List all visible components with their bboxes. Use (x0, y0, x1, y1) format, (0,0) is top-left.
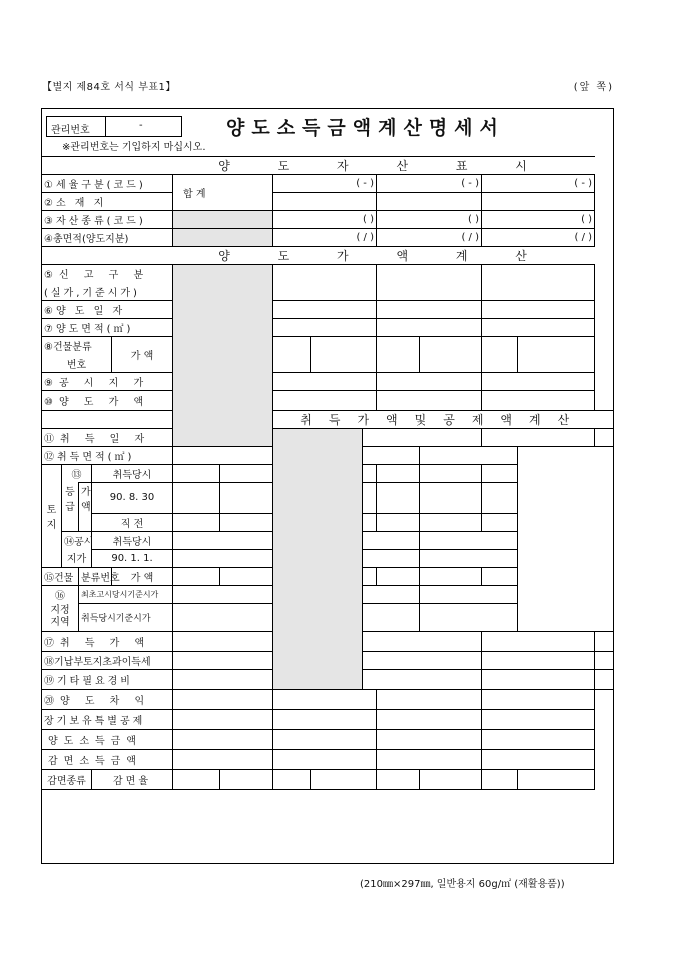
row-label-transfer-gain: ⑳양 도 차 익 (42, 689, 173, 709)
row-label-building-number: 번호 (42, 355, 112, 373)
input-cell[interactable] (377, 301, 482, 319)
code-cell[interactable]: ( - ) (377, 175, 482, 193)
table-row (42, 265, 614, 283)
input-cell[interactable] (311, 337, 377, 373)
input-cell[interactable] (273, 373, 377, 391)
row-label-asset-type: ③자산종류(코드) (42, 211, 173, 229)
input-cell[interactable] (482, 631, 595, 651)
shaded-cell (173, 229, 273, 247)
row-label-reduced-income: 감면소득금액 (42, 749, 173, 769)
management-number-divider (105, 117, 106, 136)
input-cell[interactable] (595, 631, 614, 651)
row-label-acquire-area: ⑫취득면적(㎡) (42, 447, 173, 465)
input-cell[interactable] (173, 651, 273, 669)
input-cell[interactable] (273, 729, 377, 749)
row-label-acquire-date: ⑪취 득 일 자 (42, 429, 173, 447)
row-label-acq-base-price: 취득당시기준시가 (79, 603, 173, 631)
shaded-cell (173, 265, 273, 447)
section-title-asset: 양 도 자 산 표 시 (173, 157, 595, 175)
input-cell[interactable] (173, 669, 273, 689)
input-cell[interactable] (377, 567, 420, 585)
paren-cell[interactable]: ( ) (482, 211, 595, 229)
input-cell[interactable] (420, 603, 518, 631)
input-cell[interactable] (220, 513, 311, 531)
input-cell[interactable] (377, 749, 482, 769)
row-label-transfer-date: ⑥양 도 일 자 (42, 301, 173, 319)
table-row (42, 769, 614, 789)
form-number-label: 【별지 제84호 서식 부표1】 (42, 82, 176, 93)
row-label-reduction-type: 감면종류 (42, 769, 92, 789)
input-cell[interactable] (377, 729, 482, 749)
row-label-date-90-1-1: 90. 1. 1. (92, 549, 173, 567)
share-cell[interactable]: ( / ) (273, 229, 377, 247)
paper-spec-footer: (210㎜×297㎜, 일반용지 60g/㎡ (재활용품)) (360, 879, 565, 890)
input-cell[interactable] (363, 567, 377, 585)
table-row (42, 175, 614, 193)
input-cell[interactable] (420, 483, 482, 514)
input-cell[interactable] (377, 373, 482, 391)
row-label-building-class-no: 분류번호 (79, 567, 112, 585)
input-cell[interactable] (273, 337, 311, 373)
row-label-transfer-area: ⑦양도면적(㎡) (42, 319, 173, 337)
input-cell[interactable] (377, 513, 420, 531)
row-label-price: 가액 (79, 483, 92, 514)
input-cell[interactable] (273, 391, 377, 411)
row-label-other-expenses: ⑲기타필요경비 (42, 669, 173, 689)
table-row (42, 229, 614, 247)
input-cell[interactable] (377, 265, 482, 301)
input-cell[interactable] (420, 549, 518, 567)
input-cell[interactable] (173, 769, 220, 789)
row-label-designated-area (42, 603, 79, 631)
input-cell[interactable] (173, 729, 273, 749)
input-cell[interactable] (173, 567, 220, 585)
input-cell[interactable] (311, 769, 377, 789)
table-row (42, 301, 614, 319)
table-row (42, 729, 614, 749)
row-label-date-90-8-30: 90. 8. 30 (92, 483, 173, 514)
input-cell[interactable] (420, 447, 518, 465)
input-cell[interactable] (482, 729, 595, 749)
management-number-label: 관리번호 (51, 125, 90, 136)
designated-label-1: 지정 (50, 604, 70, 616)
input-cell[interactable] (173, 531, 311, 549)
input-cell[interactable] (363, 603, 420, 631)
input-cell[interactable] (363, 447, 420, 465)
input-cell[interactable] (377, 709, 482, 729)
input-cell[interactable] (482, 193, 595, 211)
input-cell[interactable] (273, 319, 377, 337)
table-row (42, 337, 614, 355)
input-cell[interactable] (482, 373, 595, 391)
table-row (42, 429, 614, 447)
row-label-report-type: ⑤신 고 구 분 (42, 265, 173, 283)
row-label-acquire-price: ⑰취 득 가 액 (42, 631, 173, 651)
input-cell[interactable] (220, 567, 311, 585)
row-label-acq-time-2: 취득당시 (92, 531, 173, 549)
input-cell[interactable] (482, 709, 595, 729)
row-label-transfer-price: ⑩양 도 가 액 (42, 391, 173, 411)
section-title-transfer: 양 도 가 액 계 산 (173, 247, 595, 265)
input-cell[interactable] (273, 769, 311, 789)
input-cell[interactable] (482, 769, 518, 789)
row-label-initial-notice-price: 최초고시당시기준시가 (79, 585, 173, 603)
input-cell[interactable] (595, 429, 614, 447)
input-cell[interactable] (482, 749, 595, 769)
row-label-land-price: 지가 (62, 549, 92, 567)
row-label-land: 토지 (42, 465, 62, 568)
input-cell[interactable] (420, 465, 482, 483)
section-header-acquire (42, 411, 614, 429)
shaded-cell (173, 211, 273, 229)
management-number-value[interactable]: - (139, 120, 143, 131)
input-cell[interactable] (482, 265, 595, 301)
row-label-official-price: ⑨공 시 지 가 (42, 373, 173, 391)
row-label-prepaid-tax: ⑱기납부토지초과이득세 (42, 651, 173, 669)
row-label-building-price: 가 액 (112, 337, 173, 373)
input-cell[interactable] (173, 447, 311, 465)
input-cell[interactable] (220, 483, 311, 514)
section-title-acquire: 취득가액및공제액계산 (273, 411, 614, 429)
table-row (42, 391, 614, 411)
input-cell[interactable] (595, 669, 614, 689)
page-side-label: (앞 쪽) (573, 82, 614, 93)
input-cell[interactable] (420, 585, 518, 603)
input-cell[interactable] (220, 769, 273, 789)
form-title: 양도소득금액계산명세서 (226, 117, 505, 139)
row-label-grade-number: ⑬ (62, 465, 92, 483)
table-row (42, 373, 614, 391)
input-cell[interactable] (173, 549, 311, 567)
table-row (42, 211, 614, 229)
row-label-official: ⑭공시 (62, 531, 92, 549)
row-label-building: ⑮건물 (42, 567, 79, 585)
input-cell[interactable] (377, 483, 420, 514)
designated-label-2: 지역 (50, 616, 70, 628)
section-header-asset (42, 157, 614, 175)
input-cell[interactable] (482, 429, 595, 447)
input-cell[interactable] (363, 429, 482, 447)
input-cell[interactable] (377, 319, 482, 337)
input-cell[interactable] (482, 319, 595, 337)
row-label-long-term-deduction: 장기보유특별공제 (42, 709, 173, 729)
row-label-building-price-2: 가 액 (112, 567, 173, 585)
input-cell[interactable] (363, 483, 377, 514)
input-cell[interactable] (482, 465, 518, 483)
input-cell[interactable] (377, 465, 420, 483)
paren-cell[interactable]: ( ) (273, 211, 377, 229)
row-label-total-area: ④총면적(양도지분) (42, 229, 173, 247)
share-cell[interactable]: ( / ) (482, 229, 595, 247)
input-cell[interactable] (518, 769, 595, 789)
input-cell[interactable] (273, 749, 377, 769)
input-cell[interactable] (173, 483, 220, 514)
section-header-transfer (42, 247, 614, 265)
input-cell[interactable] (220, 465, 311, 483)
input-cell[interactable] (363, 651, 482, 669)
input-cell[interactable] (482, 391, 595, 411)
row-label-designated: ⑯ (42, 585, 79, 603)
total-label: 합 계 (173, 175, 273, 211)
input-cell[interactable] (377, 391, 482, 411)
input-cell[interactable] (420, 513, 482, 531)
input-cell[interactable] (482, 689, 595, 709)
input-cell[interactable] (482, 567, 518, 585)
input-cell[interactable] (482, 651, 595, 669)
input-cell[interactable] (363, 631, 482, 651)
table-row (42, 319, 614, 337)
input-cell[interactable] (595, 651, 614, 669)
input-cell[interactable] (273, 193, 377, 211)
input-cell[interactable] (363, 513, 377, 531)
input-cell[interactable] (420, 567, 482, 585)
row-label-building-class: ⑧건물분류 (42, 337, 112, 355)
row-label-grade: 등급 (62, 483, 79, 514)
input-cell[interactable] (377, 689, 482, 709)
row-label-report-type-sub: (실가,기준시가) (42, 283, 173, 301)
code-cell[interactable]: ( - ) (482, 175, 595, 193)
row-label-reduction-rate: 감면율 (92, 769, 173, 789)
table-row (42, 709, 614, 729)
input-cell[interactable] (482, 301, 595, 319)
input-cell[interactable] (420, 337, 482, 373)
input-cell[interactable] (363, 585, 420, 603)
input-cell[interactable] (363, 465, 377, 483)
management-number-box (46, 116, 182, 137)
input-cell[interactable] (482, 669, 595, 689)
input-cell[interactable] (173, 465, 220, 483)
input-cell[interactable] (420, 531, 518, 549)
input-cell[interactable] (420, 769, 482, 789)
input-cell[interactable] (518, 337, 595, 373)
input-cell[interactable] (377, 193, 482, 211)
input-cell[interactable] (363, 531, 420, 549)
input-cell[interactable] (363, 549, 420, 567)
row-label-transfer-income: 양도소득금액 (42, 729, 173, 749)
input-cell[interactable] (273, 689, 377, 709)
input-cell[interactable] (173, 603, 311, 631)
input-cell[interactable] (363, 669, 482, 689)
paren-cell[interactable]: ( ) (377, 211, 482, 229)
table-row (42, 689, 614, 709)
share-cell[interactable]: ( / ) (377, 229, 482, 247)
row-label-tax-rate: ①세율구분(코드) (42, 175, 173, 193)
input-cell[interactable] (482, 513, 518, 531)
row-label-location: ②소 재 지 (42, 193, 173, 211)
input-cell[interactable] (377, 769, 420, 789)
input-cell[interactable] (173, 749, 273, 769)
input-cell[interactable] (377, 337, 420, 373)
input-cell[interactable] (173, 513, 220, 531)
row-label-acq-time: 취득당시 (92, 465, 173, 483)
input-cell[interactable] (173, 709, 273, 729)
row-label-just-before: 직 전 (92, 513, 173, 531)
input-cell[interactable] (273, 265, 377, 301)
code-cell[interactable]: ( - ) (273, 175, 377, 193)
input-cell[interactable] (482, 337, 518, 373)
input-cell[interactable] (273, 709, 377, 729)
table-row (42, 749, 614, 769)
management-number-note: ※관리번호는 기입하지 마십시오. (62, 142, 206, 153)
input-cell[interactable] (482, 483, 518, 514)
input-cell[interactable] (173, 585, 311, 603)
input-cell[interactable] (173, 631, 273, 651)
table-row (42, 193, 614, 211)
input-cell[interactable] (273, 301, 377, 319)
input-cell[interactable] (173, 689, 273, 709)
calculation-table (41, 156, 614, 790)
